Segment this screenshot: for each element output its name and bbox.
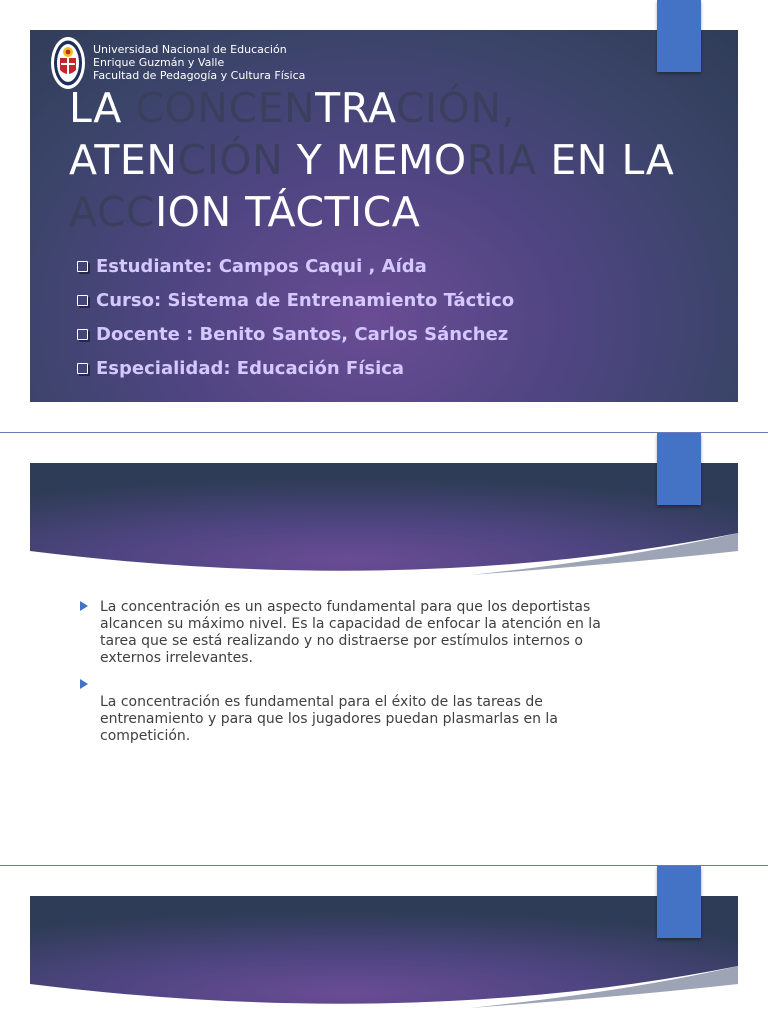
title-segment: RIA	[466, 136, 537, 184]
list-item: La concentración es un aspecto fundamental para que los deportistas alcancen su máximo nivel. Es la capacidad de enfocar la atención en la tarea que se está realizando y no distraerse por estímulos internos o externos irrelevantes.	[78, 599, 618, 667]
title-segment: LA	[69, 84, 136, 132]
title-segment: CIÓN,	[395, 84, 516, 132]
content-list	[78, 599, 618, 755]
list-item: Estudiante: Campos Caqui , Aída	[75, 250, 515, 284]
faculty-line: Facultad de Pedagogía y Cultura Física	[93, 69, 306, 82]
header-band	[30, 463, 738, 578]
slide-title	[69, 82, 729, 238]
header-band	[30, 896, 738, 1011]
accent-tab	[657, 866, 701, 938]
university-line: Enrique Guzmán y Valle	[93, 56, 225, 69]
title-segment: Y MEMO	[283, 136, 467, 184]
title-segment: CONCEN	[135, 84, 316, 132]
university-line: Universidad Nacional de Educación	[93, 43, 287, 56]
title-segment: CIÓN	[177, 136, 284, 184]
accent-tab	[657, 433, 701, 505]
student-info-list	[75, 250, 515, 386]
title-segment: TRA	[315, 84, 396, 132]
title-segment: ACC	[69, 188, 156, 236]
accent-tab	[657, 0, 701, 72]
next-slide	[0, 866, 768, 1024]
list-item: Curso: Sistema de Entrenamiento Táctico	[75, 284, 515, 318]
list-item: Docente : Benito Santos, Carlos Sánchez	[75, 318, 515, 352]
list-item	[78, 677, 618, 745]
content-slide	[0, 433, 768, 864]
title-slide	[0, 0, 768, 432]
list-item: Especialidad: Educación Física	[75, 352, 515, 386]
title-segment: ATEN	[69, 136, 178, 184]
title-segment: EN LA	[536, 136, 675, 184]
paragraph-text: La concentración es fundamental para el éxito de las tareas de entrenamiento y para que los jugadores puedan plasmarlas en la competición.	[100, 694, 558, 744]
university-name	[93, 43, 305, 82]
title-segment: ION TÁCTICA	[155, 188, 421, 236]
